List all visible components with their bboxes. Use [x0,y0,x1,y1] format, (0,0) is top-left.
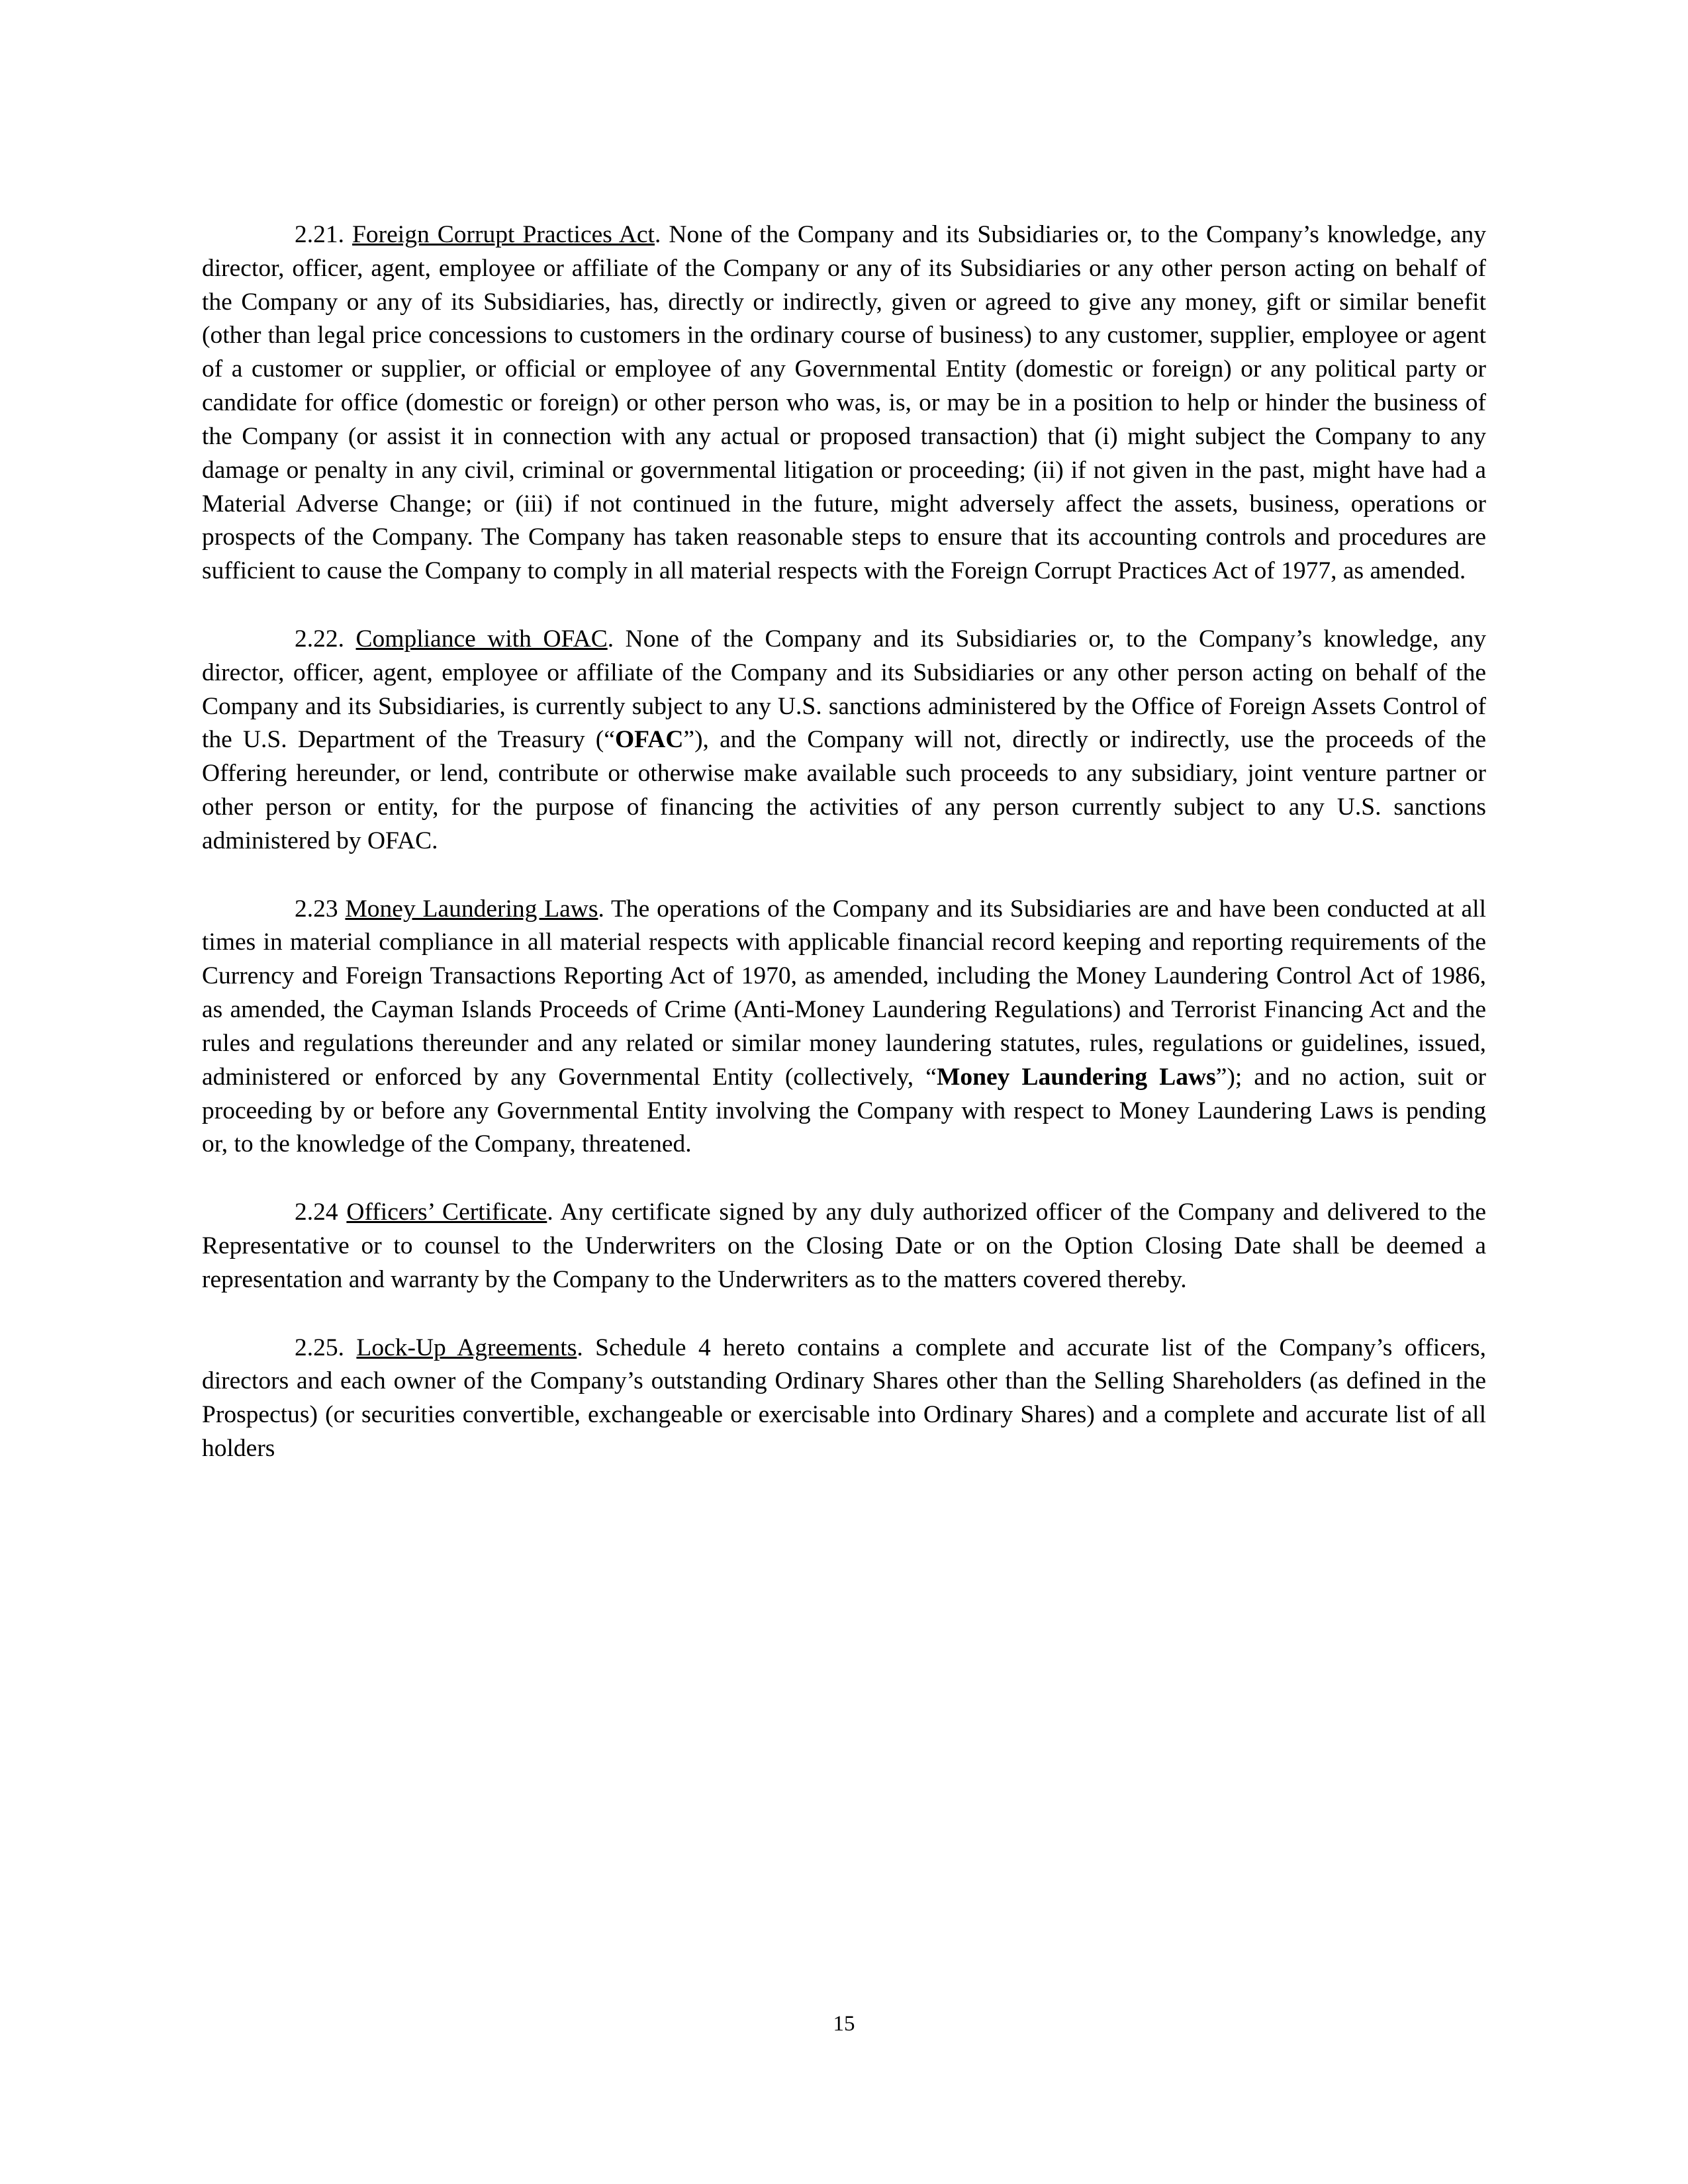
clause-heading: Compliance with OFAC [355,625,608,653]
clause-heading: Money Laundering Laws [345,895,598,923]
clause-heading: Officers’ Certificate [346,1199,547,1226]
clause-number: 2.23 [295,895,338,923]
clause-text: . The operations of the Company and its Subsidiaries are and have been conducted at all times in material compliance in all material respects with applicable financial record keeping and reporting requirements of the Currency and Foreign Transactions Reporting Act of 1970, as amended, including the Money Laundering Control Act of 1986, as amended, the Cayman Islands Proceeds of Crime (Anti-Money Laundering Regulations) and Terrorist Financing Act and the rules and regulations thereunder and any related or similar money laundering statutes, rules, regulations or guidelines, issued, administered or enforced by any Governmental Entity (collectively, “ [202,895,1486,1091]
paragraph-2-25 [202,1332,1486,1466]
paragraph-2-23 [202,893,1486,1162]
paragraph-2-24 [202,1196,1486,1297]
clause-text: . Any certificate signed by any duly authorized officer of the Company and delivered to the Representative or to counsel to the Underwriters on the Closing Date or on the Option Closing Date shall be deemed a representation and warranty by the Company to the Underwriters as to the matters covered thereby. [202,1199,1486,1293]
defined-term-ofac: OFAC [614,726,684,754]
clause-number: 2.21. [295,221,344,248]
clause-number: 2.24 [295,1199,338,1226]
clause-number: 2.22. [295,625,344,653]
clause-text: . None of the Company and its Subsidiaries or, to the Company’s knowledge, any director, officer, agent, employee or affiliate of the Company or any of its Subsidiaries or any other person acting on behalf of the Company or any of its Subsidiaries, has, directly or indirectly, given or agreed to give any money, gift or similar benefit (other than legal price concessions to customers in the ordinary course of business) to any customer, supplier, employee or agent of a customer or supplier, or official or employee of any Governmental Entity (domestic or foreign) or any political party or candidate for office (domestic or foreign) or other person who was, is, or may be in a position to help or hinder the business of the Company (or assist it in connection with any actual or proposed transaction) that (i) might subject the Company to any damage or penalty in any civil, criminal or governmental litigation or proceeding; (ii) if not given in the past, might have had a Material Adverse Change; or (iii) if not continued in the future, might adversely affect the assets, business, operations or prospects of the Company. The Company has taken reasonable steps to ensure that its accounting controls and procedures are sufficient to cause the Company to comply in all material respects with the Foreign Corrupt Practices Act of 1977, as amended. [202,221,1487,585]
page-number: 15 [833,2012,855,2036]
defined-term-money-laundering-laws: Money Laundering Laws [936,1063,1216,1091]
clause-text-cont: ”); and no action, suit or proceeding by or before any Governmental Entity involving the Company with respect to Money Laundering Laws is pending or, to the knowledge of the Company, threatened. [202,1063,1486,1158]
paragraph-2-21 [202,218,1486,588]
clause-text: . None of the Company and its Subsidiaries or, to the Company’s knowledge, any director, officer, agent, employee or affiliate of the Company and its Subsidiaries or any other person acting on behalf of the Company and its Subsidiaries, is currently subject to any U.S. sanctions administered by the Office of Foreign Assets Control of the U.S. Department of the Treasury (“ [202,625,1486,754]
clause-heading: Foreign Corrupt Practices Act [352,221,655,248]
document-body [202,218,1486,1466]
clause-heading: Lock-Up Agreements [356,1334,577,1361]
clause-number: 2.25. [295,1334,344,1361]
clause-text-cont: ”), and the Company will not, directly or indirectly, use the proceeds of the Offering hereunder, or lend, contribute or otherwise make available such proceeds to any subsidiary, joint venture partner or other person or entity, for the purpose of financing the activities of any person currently subject to any U.S. sanctions administered by OFAC. [202,726,1486,854]
paragraph-2-22 [202,623,1486,858]
clause-text: . Schedule 4 hereto contains a complete and accurate list of the Company’s officers, directors and each owner of the Company’s outstanding Ordinary Shares other than the Selling Shareholders (as defined in the Prospectus) (or securities convertible, exchangeable or exercisable into Ordinary Shares) and a complete and accurate list of all holders [202,1334,1487,1462]
